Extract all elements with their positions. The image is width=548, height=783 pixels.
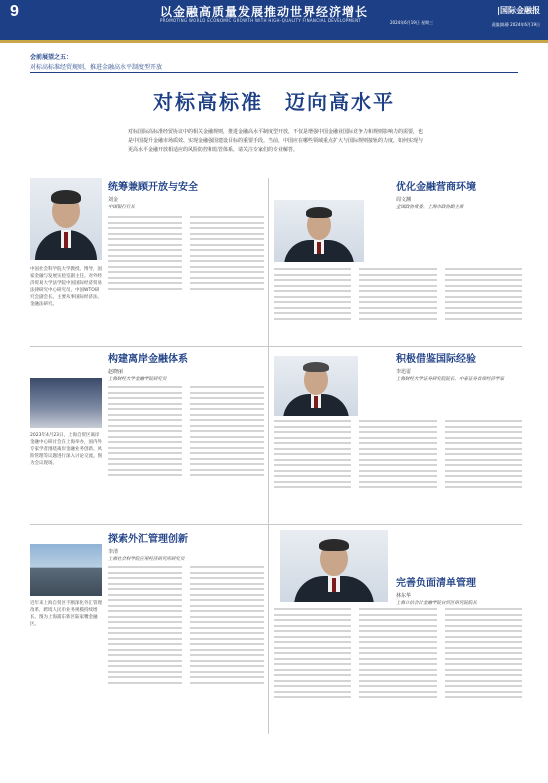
article-org: 上海财经大学证券研究院院长、中泰证券首席经济学家 — [396, 377, 504, 382]
article-title: 统筹兼顾开放与安全 — [108, 182, 198, 193]
article-org: 上海社会科学院应用经济研究所研究员 — [108, 557, 185, 562]
article-author: 林东华 — [396, 593, 412, 599]
article-author: 李清 — [108, 549, 119, 555]
author-photo-2 — [274, 200, 364, 262]
article-author: 李迅雷 — [396, 369, 412, 375]
article-4-body — [274, 420, 522, 520]
header-title: 以金融高质量发展推动世界经济增长 — [160, 5, 369, 19]
conference-photo — [30, 378, 102, 428]
article-org: 上海财经大学金融学院研究员 — [108, 377, 167, 382]
article-5-body — [108, 566, 264, 734]
lead-paragraph: 对标国际高标准经贸协议中的相关金融规则，推进金融高水平制度型开放，不仅是增强中国金融业国际竞争力和规则影响力的需要，也是中国提升金融市场质效、实现金融强国建设目标的重要手段。当前，中国应在哪些领域重点扩大与国际规则接轨的力度，如何实现与更高水平金融开放相适应的风险防控和监管体系，请关注专家们的专业解答。 — [128, 129, 424, 153]
article-org: 中国银行行长 — [108, 205, 135, 210]
article-3 — [108, 350, 264, 382]
photo-caption-3: 2023年4月23日，上海自贸区离岸金融中心研讨会在上海举办，国内外专家学者围绕离岸金融业务创新、风险管理等议题进行深入讨论交流。图为会议现场。 — [30, 433, 102, 466]
main-headline: 对标高标准 迈向高水平 — [153, 90, 395, 114]
article-2-body — [274, 268, 522, 344]
author-photo-4 — [274, 356, 358, 416]
city-photo — [30, 544, 102, 596]
article-6 — [396, 574, 522, 606]
author-photo-1 — [30, 178, 102, 260]
header-subtitle-en: PROMOTING WORLD ECONOMIC GROWTH WITH HIGH-QUALITY FINANCIAL DEVELOPMENT — [160, 18, 362, 23]
article-6-body — [274, 608, 522, 738]
article-2 — [396, 178, 522, 210]
section-label: 会前展望之五： — [30, 54, 73, 61]
article-org: 上海立信会计金融学院自贸区研究院院长 — [396, 601, 477, 606]
article-title: 优化金融营商环境 — [396, 182, 476, 193]
row-divider — [30, 346, 522, 347]
article-author: 赵晓丽 — [108, 369, 124, 375]
photo-caption-1: 中国社会科学院大学教授、博导，国家金融与发展实验室副主任。对外经济贸易大学法学院中国国际经济贸易法律研究中心研究员，中国WTO研究会副会长。主要从事国际经济法、金融法研究。 — [30, 267, 102, 307]
section-subtitle: 对标高标准经贸规则，推进金融高水平制度型开放 — [30, 64, 163, 71]
article-3-body — [108, 386, 264, 516]
paper-name: |国际金融报 — [497, 6, 540, 15]
article-author: 刘金 — [108, 197, 119, 203]
article-author: 周文渊 — [396, 197, 412, 203]
author-photo-6 — [280, 530, 388, 602]
article-org: 全国政协常委、上海市政协副主席 — [396, 205, 464, 210]
article-title: 探索外汇管理创新 — [108, 534, 188, 545]
article-title: 积极借鉴国际经验 — [396, 354, 476, 365]
column-divider — [268, 178, 269, 734]
article-title: 完善负面清单管理 — [396, 578, 476, 589]
section-rule — [30, 72, 518, 73]
header-date: 2024年6月19日 星期三 — [390, 20, 434, 25]
article-1 — [108, 178, 264, 324]
page-number: 9 — [10, 3, 19, 20]
header-strip — [0, 40, 548, 43]
row-divider — [30, 524, 522, 525]
page-header — [0, 0, 548, 40]
article-title: 构建离岸金融体系 — [108, 354, 188, 365]
article-5 — [108, 530, 264, 562]
photo-caption-5: 近年来上海自贸区不断深化外汇管理改革，跨境人民币业务规模持续增长。图为上海浦东新区陆家嘴金融区。 — [30, 601, 102, 627]
article-4 — [396, 350, 522, 382]
paper-info: 责编|陈静 2024年6月19日 — [491, 22, 540, 27]
article-body — [108, 216, 264, 324]
